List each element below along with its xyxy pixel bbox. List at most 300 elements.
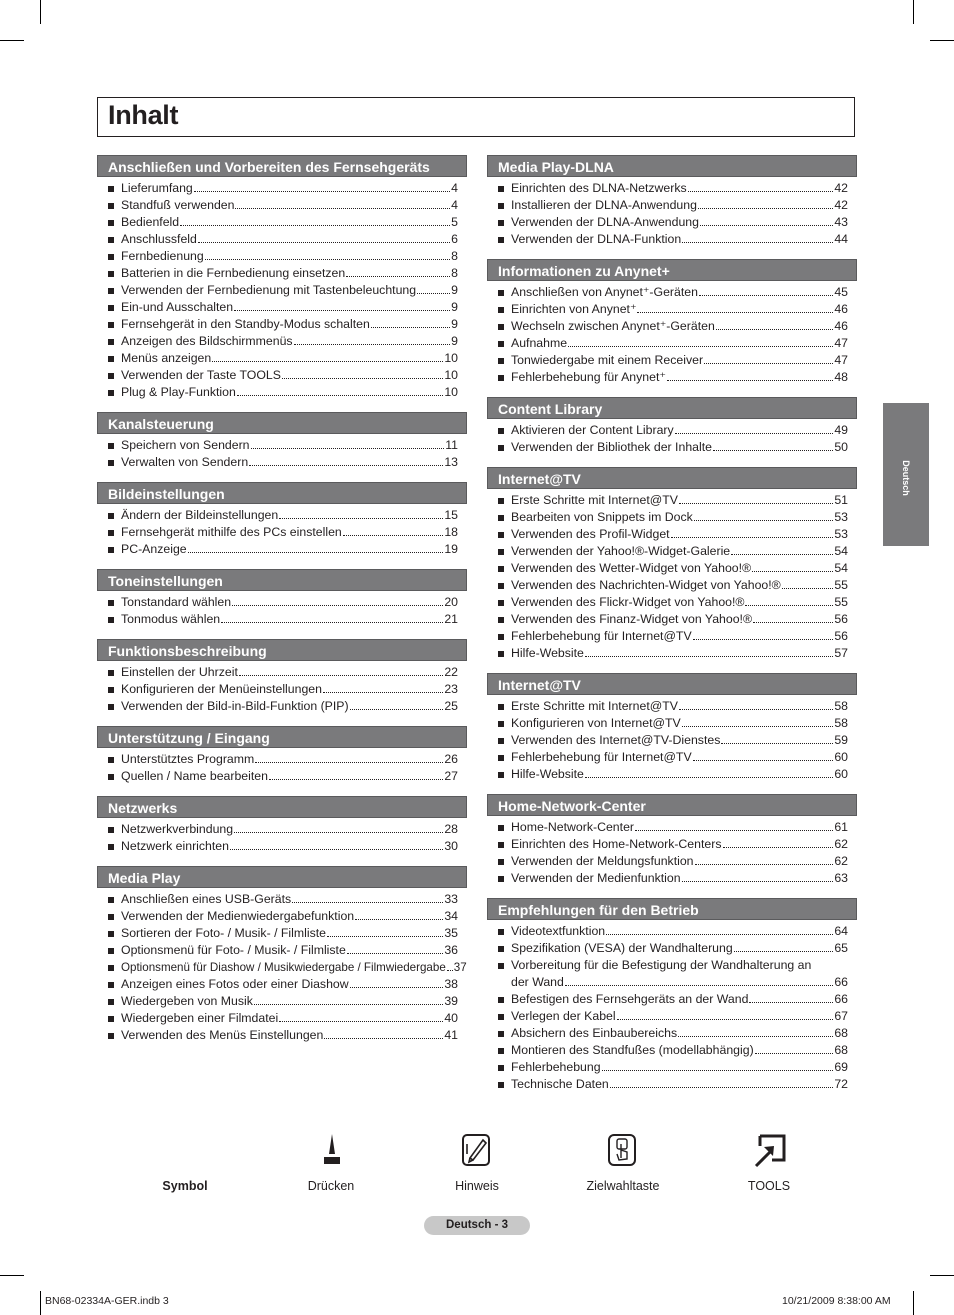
leader-dots [610, 1087, 834, 1088]
leader-dots [249, 465, 443, 466]
toc-entry[interactable] [487, 749, 857, 766]
entry-list [97, 891, 467, 1044]
entry-title: Verwenden des Nachrichten-Widget von Yahoo!® [511, 578, 781, 592]
toc-entry[interactable] [97, 180, 467, 197]
leader-dots [585, 656, 833, 657]
toc-entry[interactable] [487, 231, 857, 248]
entry-title: Fernsehgerät mithilfe des PCs einstellen [121, 525, 342, 539]
leader-dots [323, 692, 443, 693]
footer-file-info: BN68-02334A-GER.indb 3 [45, 1295, 169, 1307]
leader-dots [324, 1038, 443, 1039]
toc-right-column [487, 155, 857, 1104]
entry-title: Verwenden der Fernbedienung mit Tastenbeleuchtung [121, 283, 417, 297]
leader-dots [602, 1070, 834, 1071]
toc-entry[interactable] [487, 732, 857, 749]
toc-entry[interactable] [487, 853, 857, 870]
leader-dots [721, 743, 833, 744]
entry-title: Fehlerbehebung für Internet@TV [511, 750, 692, 764]
entry-title: Home-Network-Center [511, 820, 634, 834]
toc-section [487, 673, 857, 783]
leader-dots [350, 709, 444, 710]
entry-title: Unterstütztes Programm [121, 752, 255, 766]
toc-entry[interactable] [97, 524, 467, 541]
leader-dots [693, 760, 834, 761]
entry-page: 34 [444, 909, 458, 923]
toc-entry[interactable] [487, 301, 857, 318]
toc-entry[interactable] [97, 664, 467, 681]
leader-dots [234, 310, 450, 311]
toc-entry[interactable] [487, 1025, 857, 1042]
leader-dots [693, 639, 834, 640]
section-heading: Media Play-DLNA [487, 155, 857, 177]
toc-entry[interactable] [487, 594, 857, 611]
toc-entry[interactable] [487, 923, 857, 940]
toc-entry[interactable] [487, 715, 857, 732]
entry-page: 19 [444, 542, 458, 556]
toc-entry[interactable] [97, 367, 467, 384]
leader-dots [188, 552, 444, 553]
entry-page: 15 [444, 508, 458, 522]
entry-page: 9 [451, 283, 458, 297]
entry-page: 57 [834, 646, 848, 660]
toc-entry[interactable] [487, 543, 857, 560]
toc-entry[interactable] [97, 611, 467, 628]
entry-title: Verwenden der Bild-in-Bild-Funktion (PIP) [121, 699, 349, 713]
toc-entry[interactable] [97, 265, 467, 282]
toc-entry[interactable] [97, 768, 467, 785]
entry-title: Hilfe-Website [511, 646, 584, 660]
entry-title: Einrichten von Anynet⁺ [511, 302, 637, 316]
leader-dots [695, 864, 834, 865]
crop-mark [40, 1291, 41, 1315]
entry-title: Verwenden der DLNA-Funktion [511, 232, 682, 246]
entry-title: Anzeigen eines Fotos oder einer Diashow [121, 977, 349, 991]
entry-page: 50 [834, 440, 848, 454]
entry-title: Anschlussfeld [121, 232, 197, 246]
toc-entry[interactable] [97, 214, 467, 231]
toc-entry[interactable] [97, 384, 467, 401]
entry-list [97, 664, 467, 715]
toc-entry[interactable] [97, 333, 467, 350]
entry-page: 44 [834, 232, 848, 246]
entry-page: 56 [834, 612, 848, 626]
entry-page: 66 [834, 992, 848, 1006]
leader-dots [347, 953, 443, 954]
leader-dots [617, 1019, 834, 1020]
leader-dots [282, 378, 443, 379]
leader-dots [565, 985, 833, 986]
leader-dots [294, 344, 451, 345]
entry-page: 60 [834, 750, 848, 764]
entry-page: 46 [834, 302, 848, 316]
entry-title: Menüs anzeigen [121, 351, 212, 365]
leader-dots [212, 361, 443, 362]
toc-entry[interactable] [97, 350, 467, 367]
entry-page: 55 [834, 578, 848, 592]
toc-entry[interactable] [487, 1076, 857, 1093]
toc-entry[interactable] [487, 526, 857, 543]
section-heading: Home-Network-Center [487, 794, 857, 816]
toc-entry[interactable] [97, 681, 467, 698]
entry-page: 62 [834, 837, 848, 851]
entry-page: 38 [444, 977, 458, 991]
entry-page: 20 [444, 595, 458, 609]
entry-title: Spezifikation (VESA) der Wandhalterung [511, 941, 733, 955]
toc-entry[interactable] [487, 628, 857, 645]
leader-dots [606, 934, 833, 935]
toc-left-column [97, 155, 467, 1055]
entry-title: Anschließen von Anynet⁺-Geräten [511, 285, 698, 299]
leader-dots [235, 208, 450, 209]
entry-title: Befestigen des Fernsehgeräts an der Wand [511, 992, 749, 1006]
toc-entry[interactable] [97, 942, 467, 959]
entry-page: 36 [444, 943, 458, 957]
toc-entry[interactable] [97, 976, 467, 993]
leader-dots [343, 535, 444, 536]
toc-entry[interactable] [487, 492, 857, 509]
entry-title: Vorbereitung für die Befestigung der Wandhalterung an [511, 958, 812, 972]
leader-dots [292, 902, 443, 903]
crop-mark [40, 0, 41, 24]
leader-dots [675, 433, 834, 434]
toc-entry[interactable] [97, 248, 467, 265]
entry-title: PC-Anzeige [121, 542, 187, 556]
entry-page: 25 [444, 699, 458, 713]
entry-page: 39 [444, 994, 458, 1008]
toc-entry[interactable] [487, 957, 857, 991]
leader-dots [753, 622, 833, 623]
entry-page: 54 [834, 544, 848, 558]
entry-list [97, 507, 467, 558]
entry-title: Standfuß verwenden [121, 198, 235, 212]
entry-page: 18 [444, 525, 458, 539]
toc-entry[interactable] [487, 284, 857, 301]
leader-dots [682, 726, 834, 727]
toc-entry[interactable] [487, 335, 857, 352]
toc-entry[interactable] [97, 316, 467, 333]
leader-dots [568, 346, 833, 347]
entry-page: 40 [444, 1011, 458, 1025]
leader-dots [371, 327, 450, 328]
crop-mark [913, 0, 914, 24]
entry-page: 58 [834, 699, 848, 713]
leader-dots [447, 970, 453, 971]
toc-entry[interactable] [487, 766, 857, 783]
entry-page: 55 [834, 595, 848, 609]
entry-title: Verwenden der Medienfunktion [511, 871, 681, 885]
entry-page: 28 [444, 822, 458, 836]
entry-list [97, 437, 467, 471]
symbol-label-one-touch: Zielwahltaste [586, 1179, 660, 1193]
leader-dots [269, 779, 443, 780]
entry-page: 54 [834, 561, 848, 575]
entry-page: 30 [444, 839, 458, 853]
entry-page: 43 [834, 215, 848, 229]
entry-title: Verwenden des Flickr-Widget von Yahoo!® [511, 595, 745, 609]
leader-dots [713, 450, 833, 451]
toc-entry[interactable] [97, 751, 467, 768]
entry-title: Konfigurieren der Menüeinstellungen [121, 682, 322, 696]
section-heading: Bildeinstellungen [97, 482, 467, 504]
entry-title: Videotextfunktion [511, 924, 606, 938]
leader-dots [755, 1053, 834, 1054]
crop-mark [913, 1291, 914, 1315]
entry-page: 4 [451, 198, 458, 212]
entry-page: 47 [834, 353, 848, 367]
section-heading: Internet@TV [487, 673, 857, 695]
leader-dots [327, 936, 443, 937]
toc-section [487, 898, 857, 1093]
leader-dots [350, 987, 444, 988]
entry-page: 64 [834, 924, 848, 938]
leader-dots [688, 191, 834, 192]
entry-title: Erste Schritte mit Internet@TV [511, 699, 678, 713]
toc-entry[interactable] [97, 197, 467, 214]
toc-entry[interactable] [97, 594, 467, 611]
toc-entry[interactable] [487, 1059, 857, 1076]
crop-mark [0, 1275, 24, 1276]
tools-icon [752, 1132, 788, 1168]
toc-entry[interactable] [97, 437, 467, 454]
entry-page: 33 [444, 892, 458, 906]
entry-title: Fehlerbehebung [511, 1060, 601, 1074]
entry-page: 42 [834, 198, 848, 212]
toc-section [487, 259, 857, 386]
toc-entry[interactable] [487, 645, 857, 662]
entry-title: Verwenden der Yahoo!®-Widget-Galerie [511, 544, 731, 558]
entry-page: 59 [834, 733, 848, 747]
entry-title: Anschließen eines USB-Geräts [121, 892, 292, 906]
toc-entry[interactable] [97, 282, 467, 299]
entry-list [487, 923, 857, 1093]
leader-dots [679, 709, 833, 710]
toc-entry[interactable] [487, 836, 857, 853]
entry-title: Verwenden des Finanz-Widget von Yahoo!® [511, 612, 753, 626]
entry-title: Verwenden der DLNA-Anwendung [511, 215, 699, 229]
toc-section [487, 155, 857, 248]
toc-entry[interactable] [487, 1042, 857, 1059]
section-heading: Informationen zu Anynet+ [487, 259, 857, 281]
language-side-tab [883, 403, 929, 546]
entry-list [487, 492, 857, 662]
toc-entry[interactable] [97, 959, 467, 976]
leader-dots [237, 395, 443, 396]
leader-dots [679, 503, 833, 504]
note-icon [461, 1132, 493, 1168]
leader-dots [671, 537, 834, 538]
one-touch-button-icon [607, 1132, 639, 1168]
toc-entry[interactable] [487, 318, 857, 335]
leader-dots [637, 312, 833, 313]
entry-page: 45 [834, 285, 848, 299]
entry-title: Sortieren der Foto- / Musik- / Filmliste [121, 926, 326, 940]
toc-entry[interactable] [97, 821, 467, 838]
toc-section [97, 412, 467, 471]
toc-entry[interactable] [97, 891, 467, 908]
leader-dots [635, 830, 833, 831]
leader-dots [678, 1036, 833, 1037]
entry-title: Aufnahme [511, 336, 568, 350]
entry-page: 42 [834, 181, 848, 195]
leader-dots [682, 242, 833, 243]
toc-entry[interactable] [97, 698, 467, 715]
toc-entry[interactable] [97, 541, 467, 558]
entry-title: Lieferumfang [121, 181, 193, 195]
entry-title: Optionsmenü für Foto- / Musik- / Filmliste [121, 943, 346, 957]
leader-dots [716, 329, 834, 330]
leader-dots [731, 554, 833, 555]
entry-title: Einrichten des Home-Network-Centers [511, 837, 722, 851]
leader-dots [205, 259, 450, 260]
entry-page: 56 [834, 629, 848, 643]
entry-title: Aktivieren der Content Library [511, 423, 674, 437]
toc-entry[interactable] [97, 993, 467, 1010]
entry-page: 69 [834, 1060, 848, 1074]
leader-dots [585, 777, 833, 778]
entry-title: Installieren der DLNA-Anwendung [511, 198, 697, 212]
title-box [97, 97, 855, 137]
entry-title: Verwenden der Taste TOOLS [121, 368, 281, 382]
leader-dots [699, 295, 833, 296]
toc-entry[interactable] [97, 838, 467, 855]
toc-entry[interactable] [487, 991, 857, 1008]
entry-page: 68 [834, 1026, 848, 1040]
entry-page: 47 [834, 336, 848, 350]
entry-title: Netzwerk einrichten [121, 839, 229, 853]
toc-entry[interactable] [487, 870, 857, 887]
entry-page: 27 [444, 769, 458, 783]
leader-dots [749, 1002, 833, 1003]
entry-page: 9 [451, 317, 458, 331]
entry-page: 51 [834, 493, 848, 507]
toc-entry[interactable] [97, 1027, 467, 1044]
leader-dots [752, 571, 833, 572]
section-heading: Toneinstellungen [97, 569, 467, 591]
entry-title: Tonwiedergabe mit einem Receiver [511, 353, 704, 367]
entry-title: Anzeigen des Bildschirmmenüs [121, 334, 293, 348]
entry-list [487, 180, 857, 248]
entry-page: 62 [834, 854, 848, 868]
toc-entry[interactable] [487, 214, 857, 231]
entry-page: 10 [444, 351, 458, 365]
leader-dots [682, 881, 834, 882]
crop-mark [0, 40, 24, 41]
press-icon [320, 1132, 344, 1166]
entry-page: 37 [453, 961, 467, 974]
toc-entry[interactable] [487, 439, 857, 456]
entry-list [487, 819, 857, 887]
entry-page: 48 [834, 370, 848, 384]
toc-entry[interactable] [97, 454, 467, 471]
entry-page: 60 [834, 767, 848, 781]
entry-list [487, 698, 857, 783]
entry-title: Fernsehgerät in den Standby-Modus schalten [121, 317, 370, 331]
entry-list [97, 821, 467, 855]
toc-entry[interactable] [487, 698, 857, 715]
leader-dots [417, 293, 450, 294]
toc-entry[interactable] [487, 422, 857, 439]
leader-dots [251, 448, 445, 449]
entry-title: Verwenden des Profil-Widget [511, 527, 670, 541]
entry-page: 41 [444, 1028, 458, 1042]
entry-list [97, 751, 467, 785]
toc-entry[interactable] [97, 908, 467, 925]
leader-dots [194, 191, 450, 192]
toc-entry[interactable] [487, 509, 857, 526]
entry-title: Fehlerbehebung für Anynet⁺ [511, 370, 666, 384]
toc-entry[interactable] [487, 197, 857, 214]
leader-dots [239, 675, 443, 676]
entry-page: 58 [834, 716, 848, 730]
entry-page: 26 [444, 752, 458, 766]
entry-title: Einstellen der Uhrzeit [121, 665, 238, 679]
leader-dots [700, 225, 833, 226]
symbol-legend [0, 1130, 954, 1200]
entry-title: Batterien in die Fernbedienung einsetzen [121, 266, 346, 280]
toc-entry[interactable] [97, 925, 467, 942]
entry-page: 10 [444, 368, 458, 382]
entry-list [487, 422, 857, 456]
toc-entry[interactable] [97, 507, 467, 524]
leader-dots [255, 762, 443, 763]
page-number-label: Deutsch - 3 [424, 1216, 530, 1235]
entry-page: 49 [834, 423, 848, 437]
entry-page: 9 [451, 334, 458, 348]
leader-dots [346, 276, 450, 277]
entry-page: 72 [834, 1077, 848, 1091]
entry-title: Absichern des Einbaubereichs [511, 1026, 678, 1040]
entry-page: 21 [444, 612, 458, 626]
entry-title: Quellen / Name bearbeiten [121, 769, 268, 783]
toc-entry[interactable] [487, 611, 857, 628]
entry-page: 67 [834, 1009, 848, 1023]
entry-title: Verlegen der Kabel [511, 1009, 616, 1023]
entry-page: 8 [451, 249, 458, 263]
toc-entry[interactable] [97, 1010, 467, 1027]
entry-list [487, 284, 857, 386]
entry-page: 65 [834, 941, 848, 955]
toc-section [487, 397, 857, 456]
entry-title: Bedienfeld [121, 215, 180, 229]
toc-entry[interactable] [487, 577, 857, 594]
entry-title: Wiedergeben einer Filmdatei [121, 1011, 279, 1025]
entry-page: 23 [444, 682, 458, 696]
section-heading: Netzwerks [97, 796, 467, 818]
toc-entry[interactable] [97, 299, 467, 316]
toc-entry[interactable] [487, 352, 857, 369]
entry-page: 35 [444, 926, 458, 940]
entry-title: Ein-und Ausschalten [121, 300, 234, 314]
toc-entry[interactable] [97, 231, 467, 248]
toc-entry[interactable] [487, 369, 857, 386]
toc-entry[interactable] [487, 819, 857, 836]
toc-entry[interactable] [487, 940, 857, 957]
leader-dots [355, 919, 443, 920]
entry-title: Montieren des Standfußes (modellabhängig) [511, 1043, 754, 1057]
toc-entry[interactable] [487, 560, 857, 577]
entry-title: Wiedergeben von Musik [121, 994, 253, 1008]
entry-page: 10 [444, 385, 458, 399]
toc-section [97, 482, 467, 558]
leader-dots [704, 363, 833, 364]
toc-entry[interactable] [487, 1008, 857, 1025]
toc-entry[interactable] [487, 180, 857, 197]
entry-page: 53 [834, 510, 848, 524]
section-heading: Media Play [97, 866, 467, 888]
symbol-heading: Symbol [162, 1179, 208, 1193]
entry-title: Verwalten von Sendern [121, 455, 249, 469]
section-heading: Unterstützung / Eingang [97, 726, 467, 748]
